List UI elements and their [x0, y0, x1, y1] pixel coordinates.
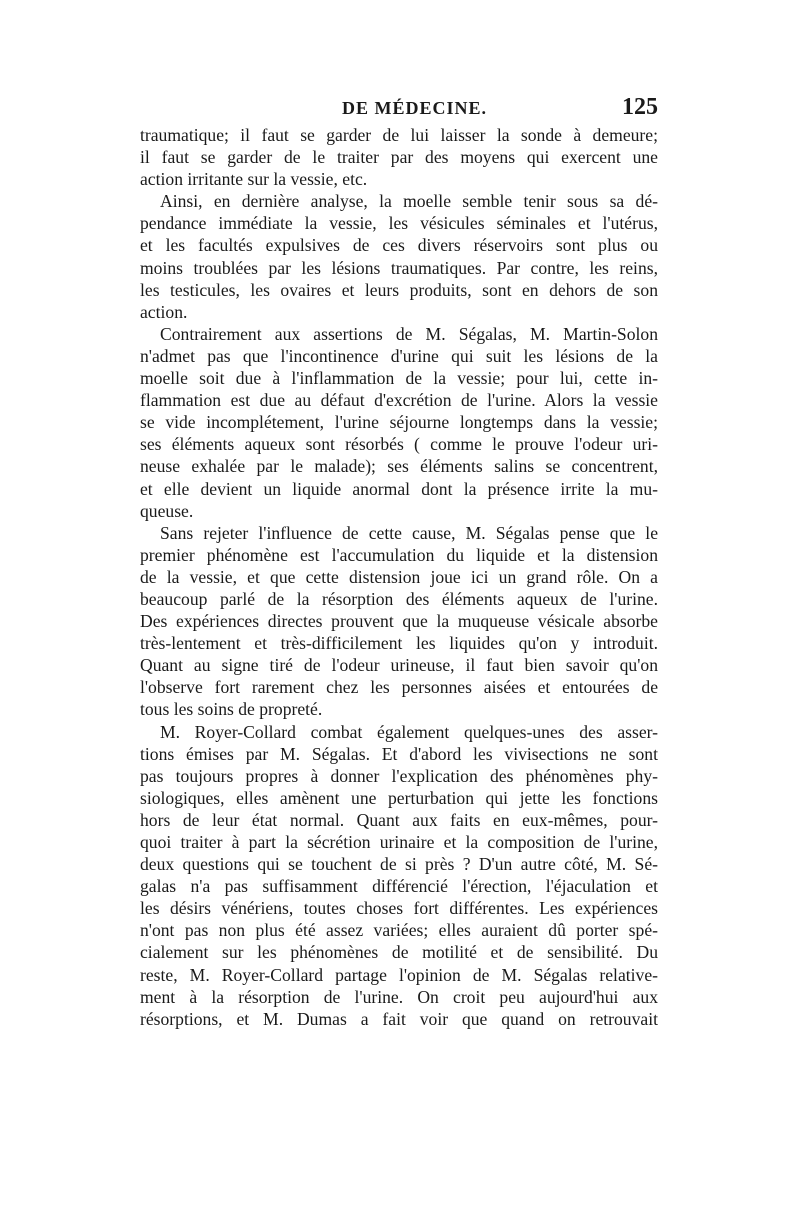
body-text: [140, 124, 658, 1030]
text-line: neuse exhalée par le malade); ses éléments salins se concentrent,: [140, 456, 658, 477]
text-line: et les facultés expulsives de ces divers réservoirs sont plus ou: [140, 235, 658, 256]
text-line: deux questions qui se touchent de si près ? D'un autre côté, M. Sé-: [140, 854, 658, 875]
text-line: Contrairement aux assertions de M. Ségalas, M. Martin-Solon: [160, 323, 658, 344]
text-line: premier phénomène est l'accumulation du liquide et la distension: [140, 544, 658, 565]
text-line: flammation est due au défaut d'excrétion de l'urine. Alors la vessie: [140, 390, 658, 411]
text-line: siologiques, elles amènent une perturbation qui jette les fonctions: [140, 787, 658, 808]
text-line: Sans rejeter l'influence de cette cause, M. Ségalas pense que le: [160, 522, 658, 543]
text-line: ses éléments aqueux sont résorbés ( comme le prouve l'odeur uri-: [140, 434, 658, 455]
text-line: Des expériences directes prouvent que la muqueuse vésicale absorbe: [140, 611, 658, 632]
text-line: quoi traiter à part la sécrétion urinaire et la composition de l'urine,: [140, 832, 658, 852]
text-line: tous les soins de propreté.: [140, 699, 323, 720]
text-line: les désirs vénériens, toutes choses fort différentes. Les expériences: [140, 898, 658, 919]
text-line: n'admet pas que l'incontinence d'urine qui suit les lésions de la: [140, 345, 658, 366]
text-line: pendance immédiate la vessie, les vésicules séminales et l'utérus,: [140, 213, 658, 234]
text-line: tions émises par M. Ségalas. Et d'abord les vivisections ne sont: [140, 743, 658, 764]
text-line: queuse.: [140, 500, 194, 521]
text-line: beaucoup parlé de la résorption des éléments aqueux de l'urine.: [140, 588, 658, 609]
text-line: cialement sur les phénomènes de motilité et de sensibilité. Du: [140, 942, 658, 963]
text-line: moins troublées par les lésions traumatiques. Par contre, les reins,: [140, 257, 658, 278]
text-line: très-lentement et très-difficilement les liquides qu'on y introduit.: [140, 633, 658, 654]
text-line: résorptions, et M. Dumas a fait voir que quand on retrouvait: [140, 1008, 658, 1029]
text-line: moelle soit due à l'inflammation de la vessie; pour lui, cette in-: [140, 368, 658, 389]
text-line: n'ont pas non plus été assez variées; elles auraient dû porter spé-: [140, 920, 658, 941]
text-line: de la vessie, et que cette distension joue ici un grand rôle. On a: [140, 566, 658, 587]
text-line: pas toujours propres à donner l'explication des phénomènes phy-: [140, 765, 658, 786]
text-line: ment à la résorption de l'urine. On croit peu aujourd'hui aux: [140, 986, 658, 1007]
text-line: l'observe fort rarement chez les personnes aisées et entourées de: [140, 677, 658, 698]
page-number: 125: [622, 94, 658, 120]
text-line: reste, M. Royer-Collard partage l'opinion de M. Ségalas relative-: [140, 964, 658, 985]
text-line: il faut se garder de le traiter par des moyens qui exercent une: [140, 147, 658, 168]
text-line: se vide incomplétement, l'urine séjourne longtemps dans la vessie;: [140, 412, 658, 433]
text-line: les testicules, les ovaires et leurs produits, sont en dehors de son: [140, 279, 658, 300]
text-line: Ainsi, en dernière analyse, la moelle semble tenir sous sa dé-: [160, 191, 658, 212]
text-line: action.: [140, 301, 188, 322]
running-head: [140, 94, 658, 124]
text-line: traumatique; il faut se garder de lui laisser la sonde à demeure;: [140, 125, 658, 145]
text-line: galas n'a pas suffisamment différencié l'érection, l'éjaculation et: [140, 876, 658, 897]
text-line: hors de leur état normal. Quant aux faits en eux-mêmes, pour-: [140, 809, 658, 830]
text-line: action irritante sur la vessie, etc.: [140, 169, 368, 190]
text-line: M. Royer-Collard combat également quelques-unes des asser-: [160, 721, 658, 742]
text-line: Quant au signe tiré de l'odeur urineuse, il faut bien savoir qu'on: [140, 655, 658, 676]
text-line: et elle devient un liquide anormal dont la présence irrite la mu-: [140, 478, 658, 499]
running-head-title: DE MÉDECINE.: [342, 98, 488, 118]
